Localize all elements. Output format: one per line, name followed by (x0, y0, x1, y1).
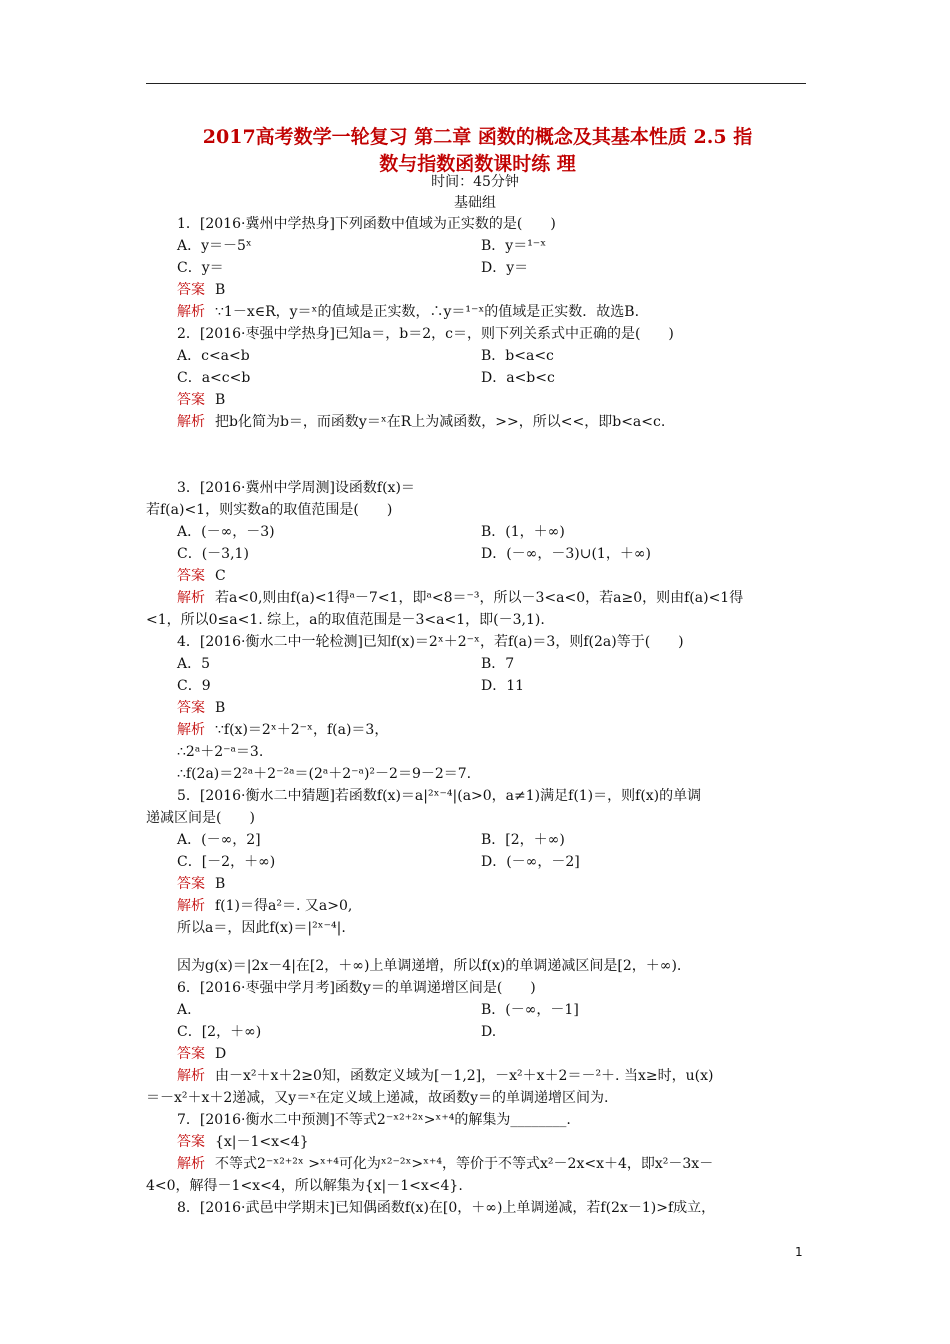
q7-explain-continued: 4<0，解得－1<x<4，所以解集为{x|－1<x<4}. (146, 1178, 463, 1194)
q2-option-b: B．b<a<c (481, 348, 554, 364)
q3-options-cd (146, 543, 808, 565)
q5-stem-continued: 递减区间是( ) (146, 810, 255, 826)
q3-option-c: C．(－3,1) (177, 546, 249, 562)
answer-label: 答案 (177, 282, 205, 298)
q4-explain-step-3: ∴f(2a)＝2²ᵃ＋2⁻²ᵃ＝(2ᵃ＋2⁻ᵃ)²－2＝9－2＝7. (177, 766, 472, 782)
q5-option-c: C．[－2，＋∞) (177, 854, 276, 870)
answer-label: 答案 (177, 700, 205, 716)
q3-stem-continued: 若f(a)<1，则实数a的取值范围是( ) (146, 502, 393, 518)
explain-label: 解析 (177, 590, 205, 606)
q1-options-cd (146, 257, 808, 279)
q4-option-c: C．9 (177, 678, 211, 694)
q5-answer (146, 873, 808, 895)
q1-explain-text: ∵1－x∈R，y＝ˣ的值域是正实数，∴y＝¹⁻ˣ的值域是正实数．故选B. (215, 304, 640, 320)
q2-answer-value: B (215, 392, 226, 408)
document-title (140, 124, 815, 178)
q5-answer-value: B (215, 876, 226, 892)
q2-option-c: C．a<c<b (177, 370, 251, 386)
q6-explain-continued: ＝－x²＋x＋2递减，又y＝ˣ在定义域上递减，故函数y＝的单调递增区间为. (146, 1090, 609, 1106)
q4-explain-text: ∵f(x)＝2ˣ＋2⁻ˣ，f(a)＝3， (215, 722, 389, 738)
answer-label: 答案 (177, 568, 205, 584)
answer-label: 答案 (177, 1134, 205, 1150)
title-line-1: 2017高考数学一轮复习 第二章 函数的概念及其基本性质 2.5 指 (202, 126, 753, 148)
q1-options-ab (146, 235, 808, 257)
time-limit: 时间：45分钟 (431, 174, 519, 190)
q6-stem: 6．[2016·枣强中学月考]函数y＝的单调递增区间是( ) (177, 980, 536, 996)
q6-explain (146, 1065, 808, 1087)
q2-option-d: D．a<b<c (481, 370, 555, 386)
q6-answer (146, 1043, 808, 1065)
q7-stem: 7．[2016·衡水二中预测]不等式2⁻ˣ²⁺²ˣ>ˣ⁺⁴的解集为________. (177, 1112, 571, 1128)
explain-label: 解析 (177, 304, 205, 320)
q5-explain (146, 895, 808, 917)
q5-explain-step-2: 所以a＝，因此f(x)＝|²ˣ⁻⁴|. (177, 920, 346, 936)
q1-stem: 1．[2016·冀州中学热身]下列函数中值域为正实数的是( ) (177, 216, 556, 232)
q4-explain (146, 719, 808, 741)
q2-stem: 2．[2016·枣强中学热身]已知a＝，b＝2，c＝，则下列关系式中正确的是( ) (177, 326, 674, 342)
q1-option-d: D．y＝ (481, 260, 529, 276)
q2-options-cd (146, 367, 808, 389)
page-number: 1 (795, 1245, 803, 1259)
q3-explain (146, 587, 808, 609)
q5-explain-step-3: 因为g(x)＝|2x－4|在[2，＋∞)上单调递增，所以f(x)的单调递减区间是[2，＋∞). (177, 958, 682, 974)
q1-option-c: C．y＝ (177, 260, 224, 276)
title-line-2: 数与指数函数课时练 理 (379, 153, 576, 175)
q4-explain-step-2: ∴2ᵃ＋2⁻ᵃ＝3. (177, 744, 264, 760)
q4-option-b: B．7 (481, 656, 515, 672)
q5-option-b: B．[2，＋∞) (481, 832, 565, 848)
q4-answer (146, 697, 808, 719)
q1-answer-value: B (215, 282, 226, 298)
q4-answer-value: B (215, 700, 226, 716)
explain-label: 解析 (177, 1156, 205, 1172)
q3-explain-continued: <1，所以0≤a<1. 综上，a的取值范围是－3<a<1，即(－3,1). (146, 612, 545, 628)
q3-option-d: D．(－∞，－3)∪(1，＋∞) (481, 546, 651, 562)
q4-option-a: A．5 (177, 656, 211, 672)
q5-stem: 5．[2016·衡水二中猜题]若函数f(x)＝a|²ˣ⁻⁴|(a>0，a≠1)满足f(1)＝，则f(x)的单调 (177, 788, 702, 804)
q3-answer-value: C (215, 568, 226, 584)
q3-options-ab (146, 521, 808, 543)
q2-options-ab (146, 345, 808, 367)
spacer (146, 433, 808, 477)
question-list (146, 213, 808, 1219)
q5-explain-text: f(1)＝得a²＝. 又a>0, (215, 898, 353, 914)
q4-stem: 4．[2016·衡水二中一轮检测]已知f(x)＝2ˣ＋2⁻ˣ，若f(a)＝3，则f(2a)等于( ) (177, 634, 684, 650)
q5-option-d: D．(－∞，－2] (481, 854, 580, 870)
q1-option-a: A．y＝－5ˣ (177, 238, 252, 254)
q6-options-cd (146, 1021, 808, 1043)
q2-explain-text: 把b化简为b＝，而函数y＝ˣ在R上为减函数，>>，所以<<，即b<a<c. (215, 414, 666, 430)
explain-label: 解析 (177, 414, 205, 430)
q2-option-a: A．c<a<b (177, 348, 250, 364)
q3-answer (146, 565, 808, 587)
spacer (146, 939, 808, 955)
q6-option-a: A. (177, 1002, 192, 1018)
q6-option-d: D. (481, 1024, 497, 1040)
q4-option-d: D．11 (481, 678, 525, 694)
q1-answer (146, 279, 808, 301)
q3-option-a: A．(－∞，－3) (177, 524, 275, 540)
q1-explain (146, 301, 808, 323)
q6-answer-value: D (215, 1046, 227, 1062)
explain-label: 解析 (177, 722, 205, 738)
q3-explain-text: 若a<0,则由f(a)<1得ᵃ－7<1，即ᵃ<8＝⁻³，所以－3<a<0，若a≥0，则由f(a)<1得 (215, 590, 744, 606)
q5-options-cd (146, 851, 808, 873)
q2-answer (146, 389, 808, 411)
q2-explain (146, 411, 808, 433)
q1-option-b: B．y＝¹⁻ˣ (481, 238, 547, 254)
explain-label: 解析 (177, 898, 205, 914)
answer-label: 答案 (177, 1046, 205, 1062)
answer-label: 答案 (177, 876, 205, 892)
section-heading: 基础组 (454, 195, 496, 211)
q7-explain-text: 不等式2⁻ˣ²⁺²ˣ >ˣ⁺⁴可化为ˣ²⁻²ˣ>ˣ⁺⁴，等价于不等式x²－2x<x＋4，即x²－3x－ (215, 1156, 714, 1172)
q4-options-cd (146, 675, 808, 697)
q7-answer-value: {x|－1<x<4} (215, 1134, 309, 1150)
q5-options-ab (146, 829, 808, 851)
q6-explain-text: 由－x²＋x＋2≥0知，函数定义域为[－1,2]，－x²＋x＋2＝－²＋. 当x≥时，u(x) (215, 1068, 714, 1084)
explain-label: 解析 (177, 1068, 205, 1084)
q7-answer (146, 1131, 808, 1153)
q7-explain (146, 1153, 808, 1175)
q6-options-ab (146, 999, 808, 1021)
q6-option-c: C．[2，＋∞) (177, 1024, 262, 1040)
q8-stem: 8．[2016·武邑中学期末]已知偶函数f(x)在[0，＋∞)上单调递减，若f(2x－1)>f成立， (177, 1200, 716, 1216)
q3-stem: 3．[2016·冀州中学周测]设函数f(x)＝ (177, 480, 415, 496)
q4-options-ab (146, 653, 808, 675)
answer-label: 答案 (177, 392, 205, 408)
q6-option-b: B．(－∞，－1] (481, 1002, 579, 1018)
q5-option-a: A．(－∞，2] (177, 832, 261, 848)
q3-option-b: B．(1，＋∞) (481, 524, 565, 540)
header-rule (146, 83, 806, 84)
